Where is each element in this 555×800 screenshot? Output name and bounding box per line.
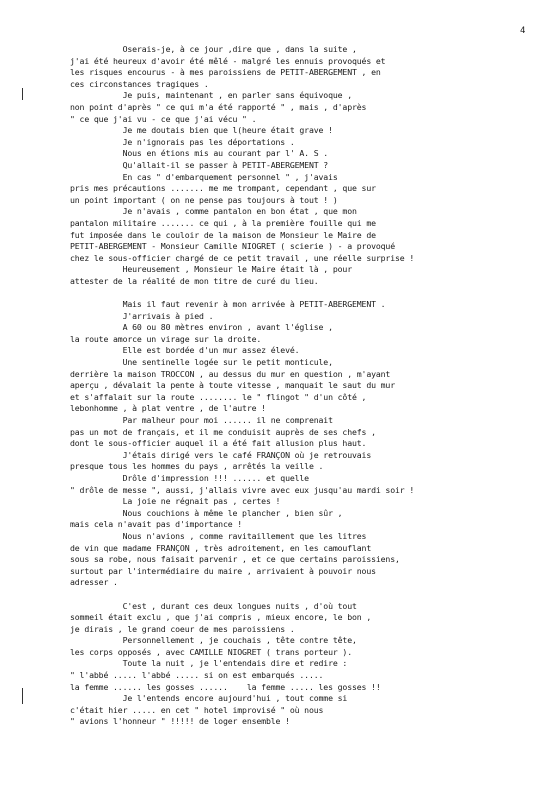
- text-line: presque tous les hommes du pays , arrêtés la veille .: [70, 461, 324, 472]
- text-line: aperçu , dévalait la pente à toute vitesse , manquait le saut du mur: [70, 380, 395, 391]
- text-line: les risques encourus - à mes paroissiens de PETIT-ABERGEMENT , en: [70, 67, 381, 78]
- text-line: dont le sous-officier auquel il a été fait allusion plus haut.: [70, 438, 367, 449]
- text-line: " drôle de messe ", aussi, j'allais vivre avec eux jusqu'au mardi soir !: [70, 484, 415, 495]
- text-line: Je n'avais , comme pantalon en bon état , que mon: [70, 206, 357, 217]
- text-line: sommeil était exclu , que j'ai compris , mieux encore, le bon ,: [70, 612, 372, 623]
- margin-mark-bottom: [22, 688, 23, 704]
- text-line: Nous couchions à même le plancher , bien sûr ,: [70, 507, 343, 518]
- text-line: Personnellement , je couchais , tête contre tête,: [70, 635, 357, 646]
- text-line: Une sentinelle logée sur le petit monticule,: [70, 357, 333, 368]
- text-line: Nous en étions mis au courant par l' A. S .: [70, 148, 329, 159]
- text-line: ces circonstances tragiques .: [70, 78, 209, 89]
- text-line: les corps opposés , avec CAMILLE NIOGRET ( trans porteur ).: [70, 646, 352, 657]
- text-line: pris mes précautions ....... me me trompant, cependant , que sur: [70, 183, 376, 194]
- text-line: Qu'allait-il se passer à PETIT-ABERGEMENT ?: [70, 159, 329, 170]
- typed-text-body: [70, 44, 510, 728]
- text-line: de vin que madame FRANÇON , très adroitement, en les camouflant: [70, 542, 372, 553]
- text-line: attester de la réalité de mon titre de curé du lieu.: [70, 275, 319, 286]
- text-line: Nous n'avions , comme ravitaillement que les litres: [70, 530, 367, 541]
- margin-mark-top: [22, 88, 23, 100]
- text-line: J'étais dirigé vers le café FRANÇON où je retrouvais: [70, 449, 372, 460]
- text-line: chez le sous-officier chargé de ce petit travail , une réelle surprise !: [70, 252, 415, 263]
- text-line: A 60 ou 80 mètres environ , avant l'église ,: [70, 322, 333, 333]
- text-line: non point d'après " ce qui m'a été rapporté " , mais , d'après: [70, 101, 367, 112]
- text-line: Heureusement , Monsieur le Maire était là , pour: [70, 264, 352, 275]
- text-line: pas un mot de français, et il me conduisit auprès de ses chefs ,: [70, 426, 376, 437]
- text-line: J'arrivais à pied .: [70, 310, 214, 321]
- text-line: Elle est bordée d'un mur assez élevé.: [70, 345, 300, 356]
- text-line: la route amorce un virage sur la droite.: [70, 333, 262, 344]
- text-line: j'ai été heureux d'avoir été mêlé - malgré les ennuis provoqués et: [70, 55, 386, 66]
- text-line: [70, 589, 510, 601]
- page-number: 4: [520, 26, 526, 36]
- text-line: Mais il faut revenir à mon arrivée à PETIT-ABERGEMENT .: [70, 299, 386, 310]
- text-line: surtout par l'intermédiaire du maire , arrivaient à pouvoir nous: [70, 565, 376, 576]
- text-line: La joie ne régnait pas , certes !: [70, 496, 281, 507]
- text-line: adresser .: [70, 577, 118, 588]
- text-line: Drôle d'impression !!! ...... et quelle: [70, 472, 309, 483]
- text-line: " l'abbé ..... l'abbé ..... si on est embarqués .....: [70, 670, 324, 681]
- text-line: pantalon militaire ....... ce qui , à la première fouille qui me: [70, 217, 376, 228]
- text-line: c'était hier ..... en cet " hotel improvisé " où nous: [70, 704, 324, 715]
- text-line: mais cela n'avait pas d'importance !: [70, 519, 243, 530]
- text-line: Je puis, maintenant , en parler sans équivoque ,: [70, 90, 352, 101]
- text-line: Toute la nuit , je l'entendais dire et redire :: [70, 658, 348, 669]
- text-line: En cas " d'embarquement personnel " , j'avais: [70, 171, 338, 182]
- text-line: Par malheur pour moi ...... il ne comprenait: [70, 415, 333, 425]
- text-line: Je me doutais bien que l(heure était grave !: [70, 125, 333, 136]
- text-line: Je l'entends encore aujourd'hui , tout comme si: [70, 693, 348, 704]
- text-line: [70, 287, 510, 299]
- text-line: Je n'ignorais pas les déportations .: [70, 136, 295, 147]
- text-line: " avions l'honneur " !!!!! de loger ensemble !: [70, 716, 290, 727]
- text-line: un point important ( on ne pense pas toujours à tout ! ): [70, 194, 338, 205]
- text-line: sous sa robe, nous faisait parvenir , et ce que certains paroissiens,: [70, 554, 400, 565]
- text-line: " ce que j'ai vu - ce que j'ai vécu " .: [70, 113, 257, 124]
- text-line: la femme ...... les gosses ...... la femme ..... les gosses !!: [70, 681, 381, 692]
- text-line: PETIT-ABERGEMENT - Monsieur Camille NIOGRET ( scierie ) - a provoqué: [70, 241, 395, 252]
- text-line: lebonhomme , à plat ventre , de l'autre !: [70, 403, 266, 414]
- text-line: je dirais , le grand coeur de mes paroissiens .: [70, 623, 295, 634]
- text-line: et s'affalait sur la route ........ le " flingot " d'un côté ,: [70, 391, 367, 402]
- text-line: C'est , durant ces deux longues nuits , d'où tout: [70, 600, 357, 611]
- text-line: Oserais-je, à ce jour ,dire que , dans la suite ,: [70, 44, 357, 54]
- text-line: fut imposée dans le couloir de la maison de Monsieur le Maire de: [70, 229, 376, 240]
- text-line: derrière la maison TROCCON , au dessus du mur en question , m'ayant: [70, 368, 391, 379]
